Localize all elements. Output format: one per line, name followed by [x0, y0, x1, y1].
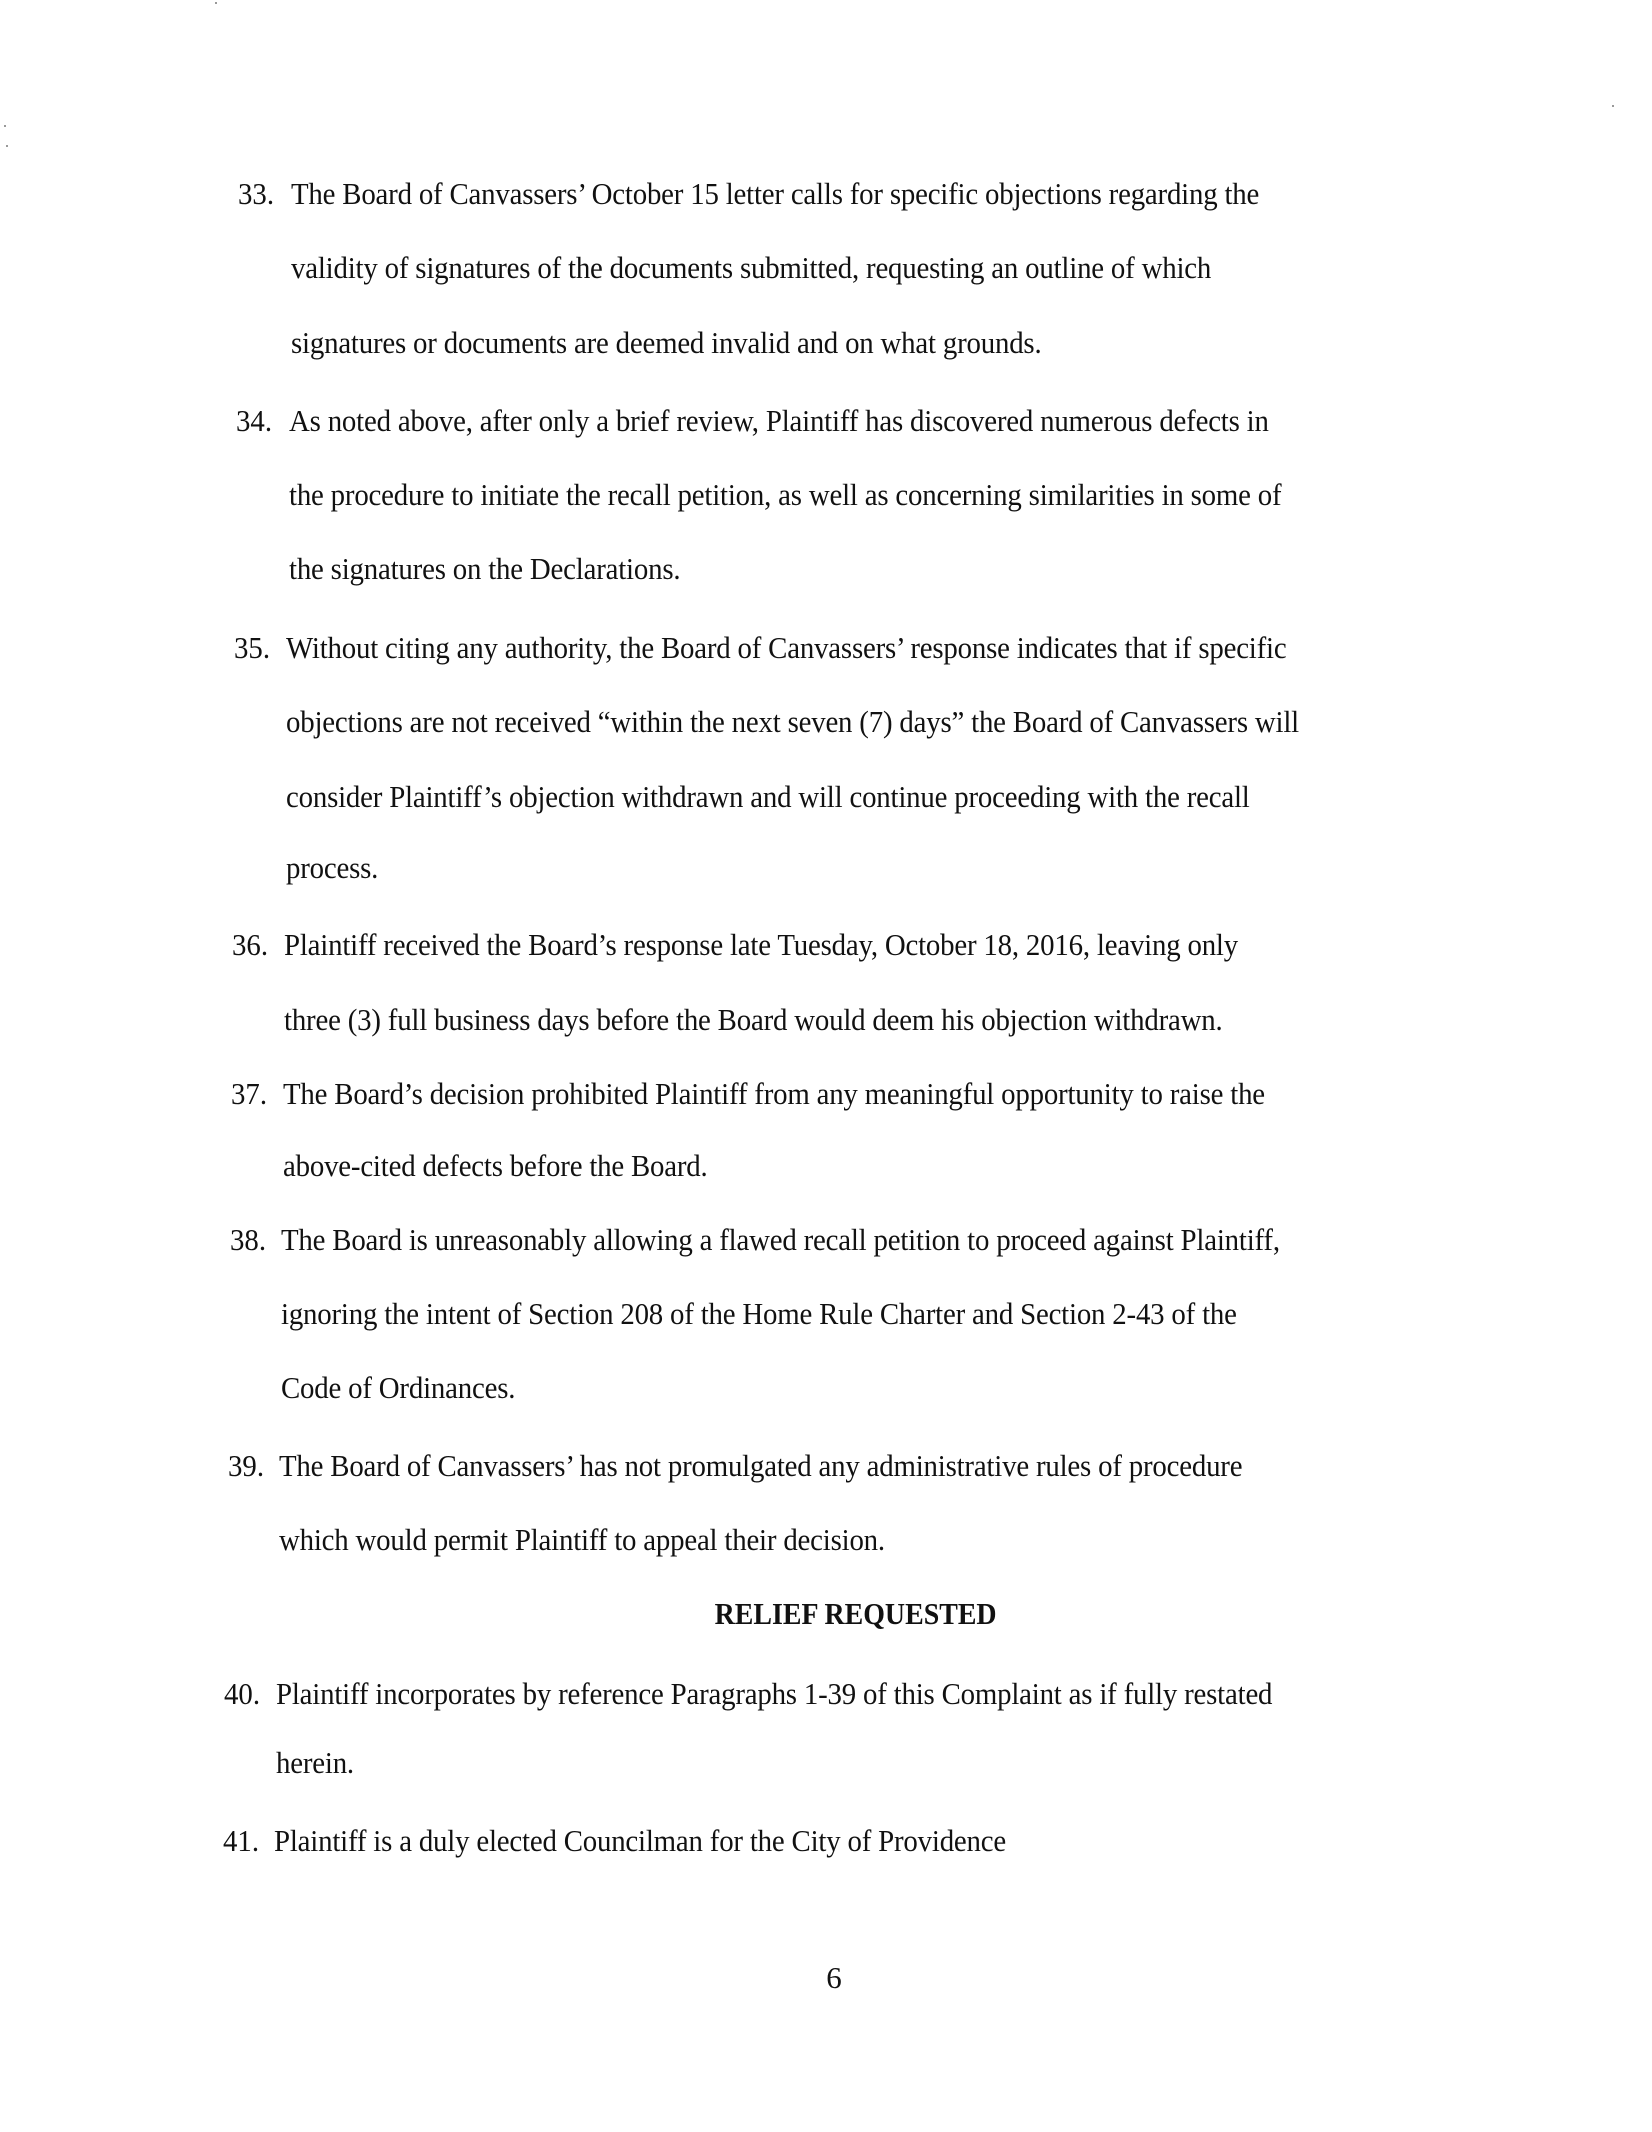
paragraph-number: 37.: [231, 1076, 268, 1111]
paragraph-line: objections are not received “within the next seven (7) days” the Board of Canvassers will: [286, 704, 1300, 739]
paragraph-line: the signatures on the Declarations.: [289, 551, 681, 586]
paragraph-line: As noted above, after only a brief review, Plaintiff has discovered numerous defects in: [289, 403, 1269, 438]
paragraph-line: herein.: [276, 1745, 354, 1780]
paragraph-number: 40.: [224, 1676, 261, 1711]
paragraph-line: above-cited defects before the Board.: [283, 1148, 708, 1183]
paragraph-line: consider Plaintiff’s objection withdrawn and will continue proceeding with the recall: [286, 779, 1250, 814]
paragraph-line: Without citing any authority, the Board of Canvassers’ response indicates that if specific: [286, 630, 1287, 665]
paragraph-line: ignoring the intent of Section 208 of the Home Rule Charter and Section 2-43 of the: [281, 1296, 1237, 1331]
paragraph-line: the procedure to initiate the recall petition, as well as concerning similarities in some of: [289, 477, 1282, 512]
scan-speck: [1612, 105, 1614, 107]
paragraph-line: three (3) full business days before the Board would deem his objection withdrawn.: [284, 1002, 1223, 1037]
paragraph-line: process.: [286, 850, 379, 885]
paragraph-line: The Board is unreasonably allowing a flawed recall petition to proceed against Plaintiff,: [281, 1222, 1280, 1257]
scan-speck: [4, 125, 6, 127]
paragraph-line: Code of Ordinances.: [281, 1370, 516, 1405]
paragraph-line: validity of signatures of the documents submitted, requesting an outline of which: [291, 250, 1212, 285]
paragraph-number: 41.: [223, 1823, 260, 1858]
section-heading-relief-requested: [0, 1596, 1652, 1632]
page-number: 6: [826, 1960, 842, 1995]
paragraph-line: Plaintiff incorporates by reference Paragraphs 1-39 of this Complaint as if fully restated: [276, 1676, 1273, 1711]
paragraph-number: 38.: [230, 1222, 267, 1257]
paragraph-line: The Board of Canvassers’ has not promulgated any administrative rules of procedure: [279, 1448, 1243, 1483]
scan-speck: [215, 2, 217, 4]
paragraph-number: 39.: [228, 1448, 265, 1483]
paragraph-line: signatures or documents are deemed invalid and on what grounds.: [291, 325, 1042, 360]
paragraph-number: 35.: [234, 630, 271, 665]
paragraph-number: 34.: [236, 403, 273, 438]
paragraph-line: The Board’s decision prohibited Plaintiff from any meaningful opportunity to raise the: [283, 1076, 1265, 1111]
paragraph-number: 33.: [238, 176, 275, 211]
scan-speck: [6, 145, 8, 147]
paragraph-line: Plaintiff received the Board’s response late Tuesday, October 18, 2016, leaving only: [284, 927, 1238, 962]
paragraph-line: The Board of Canvassers’ October 15 letter calls for specific objections regarding the: [291, 176, 1260, 211]
section-heading-text: RELIEF REQUESTED: [715, 1596, 997, 1631]
paragraph-line: which would permit Plaintiff to appeal their decision.: [279, 1522, 885, 1557]
paragraph-number: 36.: [232, 927, 269, 962]
paragraph-line: Plaintiff is a duly elected Councilman for the City of Providence: [274, 1823, 1006, 1858]
